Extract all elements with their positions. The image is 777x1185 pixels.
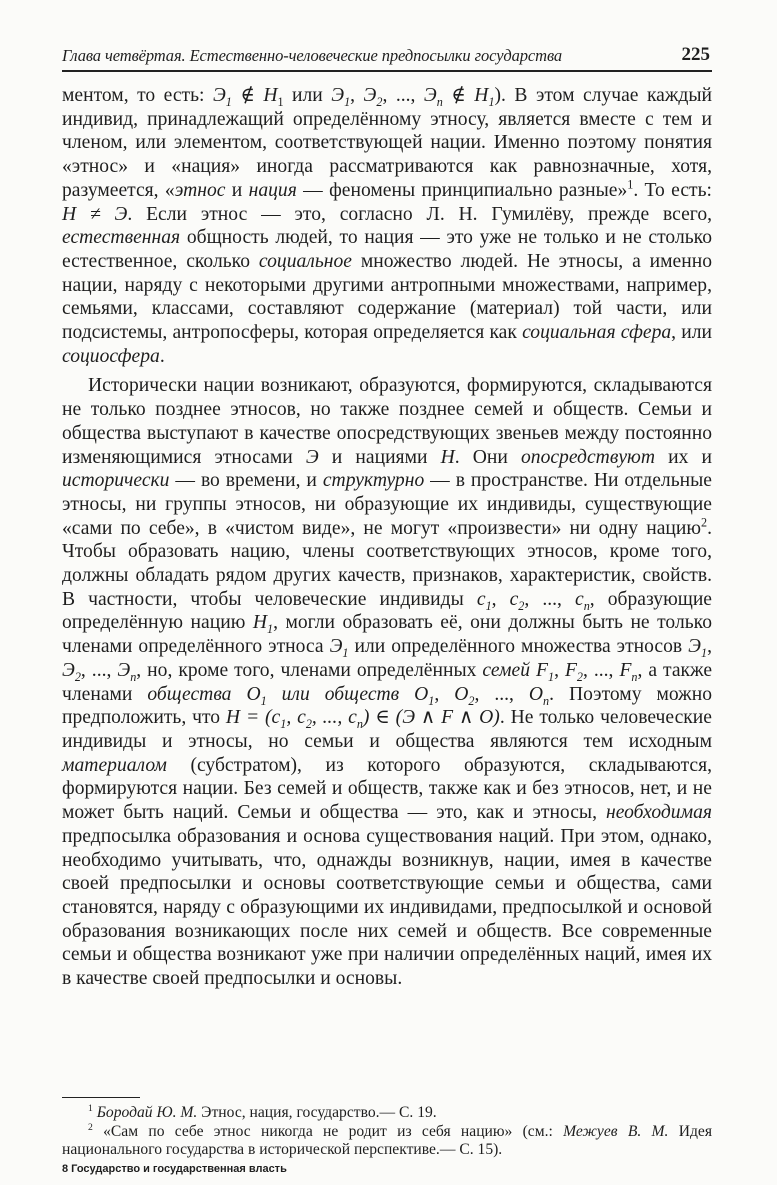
header-rule: [62, 70, 712, 72]
footnote-2: $^2$ «Сам по себе этнос никогда не родит из себя нацию» (см.: Межуев В. М. Идея национального государства в исторической перспективе.— С. 15).: [62, 1121, 712, 1158]
page-number: 225: [681, 44, 710, 65]
footnotes: [62, 1104, 712, 1160]
paragraph-1: ментом, то есть: $Э_1$ ∉ $Н_1$ или $Э_1$, $Э_2$, ..., $Э_n$ ∉ $Н_1$). В этом случае каждый индивид, принадлежащий определённому этносу, является вместе с тем и членом, или элементом, соответствующей нации. Именно поэтому понятия «этнос» и «нация» иногда рассматриваются как равнозначные, хотя, разумеется, «этнос и нация — феномены принципиально разные»$^1$. То есть: Н ≠ Э. Если этнос — это, согласно Л. Н. Гумилёву, прежде всего, естественная общность людей, то нация — это уже не только и не столько естественное, сколько социальное множество людей. Не этносы, а именно нации, наряду с некоторыми другими антропными множествами, например, семьями, классами, составляют содержание (материал) той части, или подсистемы, антропосферы, которая определяется как социальная сфера, или социосфера.: [62, 85, 713, 367]
paragraph-2: Исторически нации возникают, образуются, формируются, складываются не только позднее этносов, но также позднее семей и обществ. Семьи и общества выступают в качестве опосредствующих звеньев между постоянно изменяющимися этносами Э и нациями Н. Они опосредствуют их и исторически — во времени, и структурно — в пространстве. Ни отдельные этносы, ни группы этносов, ни образующие их индивиды, существующие «сами по себе», в «чистом виде», не могут «произвести» ни одну нацию$^2$. Чтобы образовать нацию, члены соответствующих этносов, кроме того, должны обладать рядом других качеств, признаков, характеристик, свойств. В частности, чтобы человеческие индивиды $с_1$, $с_2$, ..., $с_n$, образующие определённую нацию $Н_1$, могли образовать её, они должны быть не только членами определённого этноса $Э_1$ или определённого множества этносов $Э_1$, $Э_2$, ..., $Э_n$, но, кроме того, членами определённых семей $F_1$, $F_2$, ..., $F_n$, а также членами общества $O_1$ или обществ $O_1$, $O_2$, ..., $O_n$. Поэтому можно предположить, что $Н = (с_1$, $с_2$, ..., $с_n$) ∈ (Э ∧ F ∧ O). Не только человеческие индивиды и этносы, но семьи и общества являются тем исходным материалом (субстратом), из которого образуются, складываются, формируются нации. Без семей и обществ, также как и без этносов, нет, и не может быть наций. Семьи и общества — это, как и этносы, необходимая предпосылка образования и основа существования наций. При этом, однако, необходимо учитывать, что, однажды возникнув, нации, имея в качестве своей предпосылки и основы соответствующие семьи и общества, сами становятся, наряду с образующими их индивидами, предпосылкой и основой образования возникающих после них семей и обществ. Все современные семьи и общества возникают уже при наличии определённых наций, имея их в качестве своей предпосылки и основы.: [62, 375, 713, 990]
footnote-rule: [62, 1097, 140, 1098]
main-text: [62, 84, 712, 991]
running-head: [62, 44, 710, 70]
signature-mark: 8 Государство и государственная власть: [62, 1163, 287, 1175]
footnote-1: $^1$ Бородай Ю. М. Этнос, нация, государство.— С. 19.: [88, 1102, 437, 1121]
chapter-title: Глава четвёртая. Естественно-человеческие предпосылки государства: [62, 46, 563, 65]
